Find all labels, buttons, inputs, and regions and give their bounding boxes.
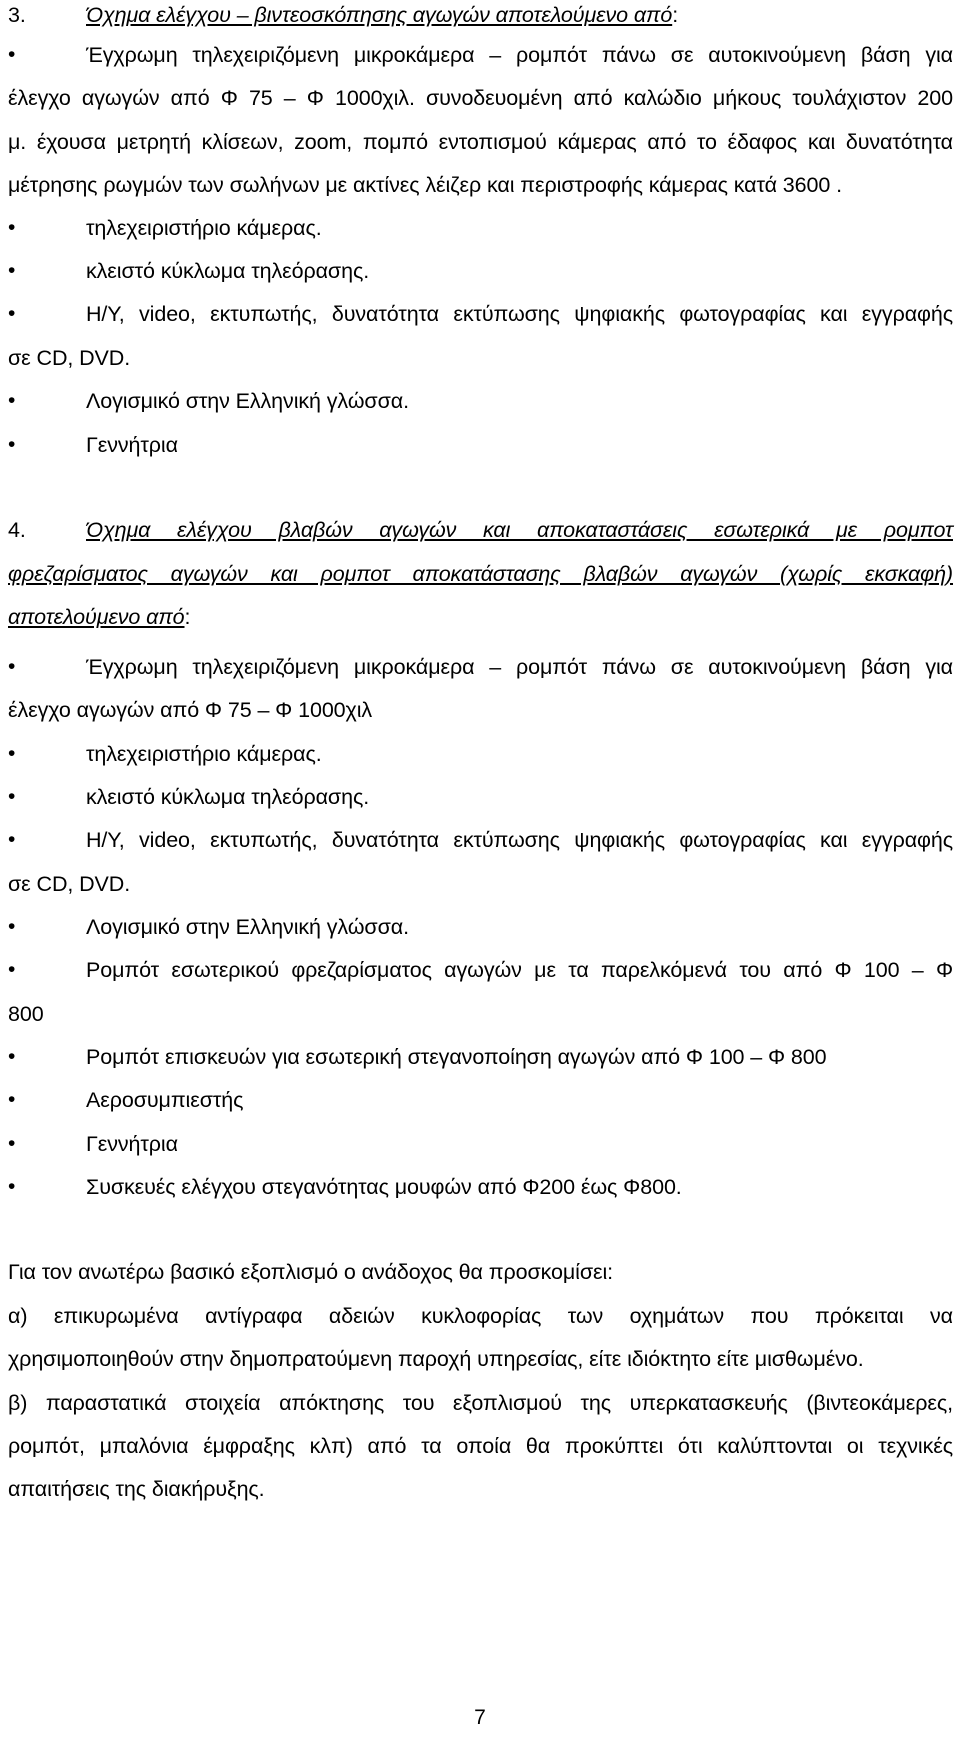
- paragraph-a-line: α) επικυρωμένα αντίγραφα αδειών κυκλοφορίας των οχημάτων που πρόκειται να: [8, 1304, 953, 1328]
- section-title: Όχημα ελέγχου – βιντεοσκόπησης αγωγών αποτελούμενο από: [86, 3, 673, 27]
- list-item-continuation: σε CD, DVD.: [8, 872, 131, 896]
- bullet-icon: •: [8, 389, 16, 412]
- list-item-continuation: έλεγχο αγωγών από Φ 75 – Φ 1000χιλ. συνοδευομένη από καλώδιο μήκους τουλάχιστον 200: [8, 86, 953, 110]
- list-item-text: κλειστό κύκλωμα τηλεόρασης.: [86, 785, 370, 809]
- paragraph-b-line: ρομπότ, μπαλόνια έμφραξης κλπ) από τα οποία θα προκύπτει ότι καλύπτονται οι τεχνικές: [8, 1434, 953, 1458]
- page-number: 7: [474, 1706, 486, 1729]
- bullet-icon: •: [8, 1088, 16, 1111]
- section-title-line: αποτελούμενο από: [8, 605, 185, 629]
- list-item-text: Έγχρωμη τηλεχειριζόμενη μικροκάμερα – ρομπότ πάνω σε αυτοκινούμενη βάση για: [86, 655, 953, 679]
- list-item-continuation: έλεγχο αγωγών από Φ 75 – Φ 1000χιλ: [8, 698, 373, 722]
- list-item-text: Γεννήτρια: [86, 1132, 178, 1156]
- list-item-text: τηλεχειριστήριο κάμερας.: [86, 742, 322, 766]
- bullet-icon: •: [8, 1132, 16, 1155]
- bullet-icon: •: [8, 828, 16, 851]
- section-number: 4.: [8, 518, 26, 542]
- bullet-icon: •: [8, 259, 16, 282]
- section-4-heading: [8, 515, 953, 545]
- closing-intro: Για τον ανωτέρω βασικό εξοπλισμό ο ανάδοχος θα προσκομίσει:: [8, 1260, 614, 1284]
- list-item-text: Η/Υ, video, εκτυπωτής, δυνατότητα εκτύπωσης ψηφιακής φωτογραφίας και εγγραφής: [86, 302, 953, 326]
- bullet-icon: •: [8, 433, 16, 456]
- section-title-line: φρεζαρίσματος αγωγών και ρομποτ αποκατάστασης βλαβών αγωγών (χωρίς εκσκαφή): [8, 562, 953, 586]
- bullet-icon: •: [8, 216, 16, 239]
- list-item-continuation: 800: [8, 1002, 44, 1026]
- bullet-icon: •: [8, 915, 16, 938]
- list-item-text: κλειστό κύκλωμα τηλεόρασης.: [86, 259, 370, 283]
- list-item-text: Αεροσυμπιεστής: [86, 1088, 244, 1112]
- section-number: 3.: [8, 3, 26, 27]
- list-item-continuation: μέτρησης ρωγμών των σωλήνων με ακτίνες λέιζερ και περιστροφής κάμερας κατά 3600 .: [8, 173, 842, 197]
- list-item-text: Η/Υ, video, εκτυπωτής, δυνατότητα εκτύπωσης ψηφιακής φωτογραφίας και εγγραφής: [86, 828, 953, 852]
- bullet-icon: •: [8, 43, 16, 66]
- paragraph-b-line: β) παραστατικά στοιχεία απόκτησης του εξοπλισμού της υπερκατασκευής (βιντεοκάμερες,: [8, 1391, 953, 1415]
- title-colon: :: [184, 605, 191, 629]
- section-title-continuation: [8, 559, 953, 589]
- bullet-icon: •: [8, 958, 16, 981]
- bullet-icon: •: [8, 742, 16, 765]
- list-item-text: Συσκευές ελέγχου στεγανότητας μουφών από Φ200 έως Φ800.: [86, 1175, 682, 1199]
- bullet-icon: •: [8, 1045, 16, 1068]
- list-item-text: Έγχρωμη τηλεχειριζόμενη μικροκάμερα – ρομπότ πάνω σε αυτοκινούμενη βάση για: [86, 43, 953, 67]
- section-title-continuation: [8, 602, 953, 632]
- list-item-continuation: σε CD, DVD.: [8, 346, 131, 370]
- list-item-text: Ρομπότ εσωτερικού φρεζαρίσματος αγωγών με τα παρελκόμενά του από Φ 100 – Φ: [86, 958, 953, 982]
- bullet-icon: •: [8, 785, 16, 808]
- list-item-text: Λογισμικό στην Ελληνική γλώσσα.: [86, 389, 409, 413]
- bullet-icon: •: [8, 1175, 16, 1198]
- title-colon: :: [672, 3, 679, 27]
- list-item-continuation: μ. έχουσα μετρητή κλίσεων, zoom, πομπό εντοπισμού κάμερας από το έδαφος και δυνατότητα: [8, 130, 953, 154]
- section-3-heading: [8, 0, 953, 30]
- list-item-text: τηλεχειριστήριο κάμερας.: [86, 216, 322, 240]
- paragraph-a-line: χρησιμοποιηθούν στην δημοπρατούμενη παροχή υπηρεσίας, είτε ιδιόκτητο είτε μισθωμένο.: [8, 1347, 864, 1371]
- list-item-text: Ρομπότ επισκευών για εσωτερική στεγανοποίηση αγωγών από Φ 100 – Φ 800: [86, 1045, 827, 1069]
- list-item-text: Γεννήτρια: [86, 433, 178, 457]
- section-title-line: Όχημα ελέγχου βλαβών αγωγών και αποκαταστάσεις εσωτερικά με ρομποτ: [86, 518, 953, 542]
- bullet-icon: •: [8, 302, 16, 325]
- list-item-text: Λογισμικό στην Ελληνική γλώσσα.: [86, 915, 409, 939]
- paragraph-b-line: απαιτήσεις της διακήρυξης.: [8, 1477, 265, 1501]
- bullet-icon: •: [8, 655, 16, 678]
